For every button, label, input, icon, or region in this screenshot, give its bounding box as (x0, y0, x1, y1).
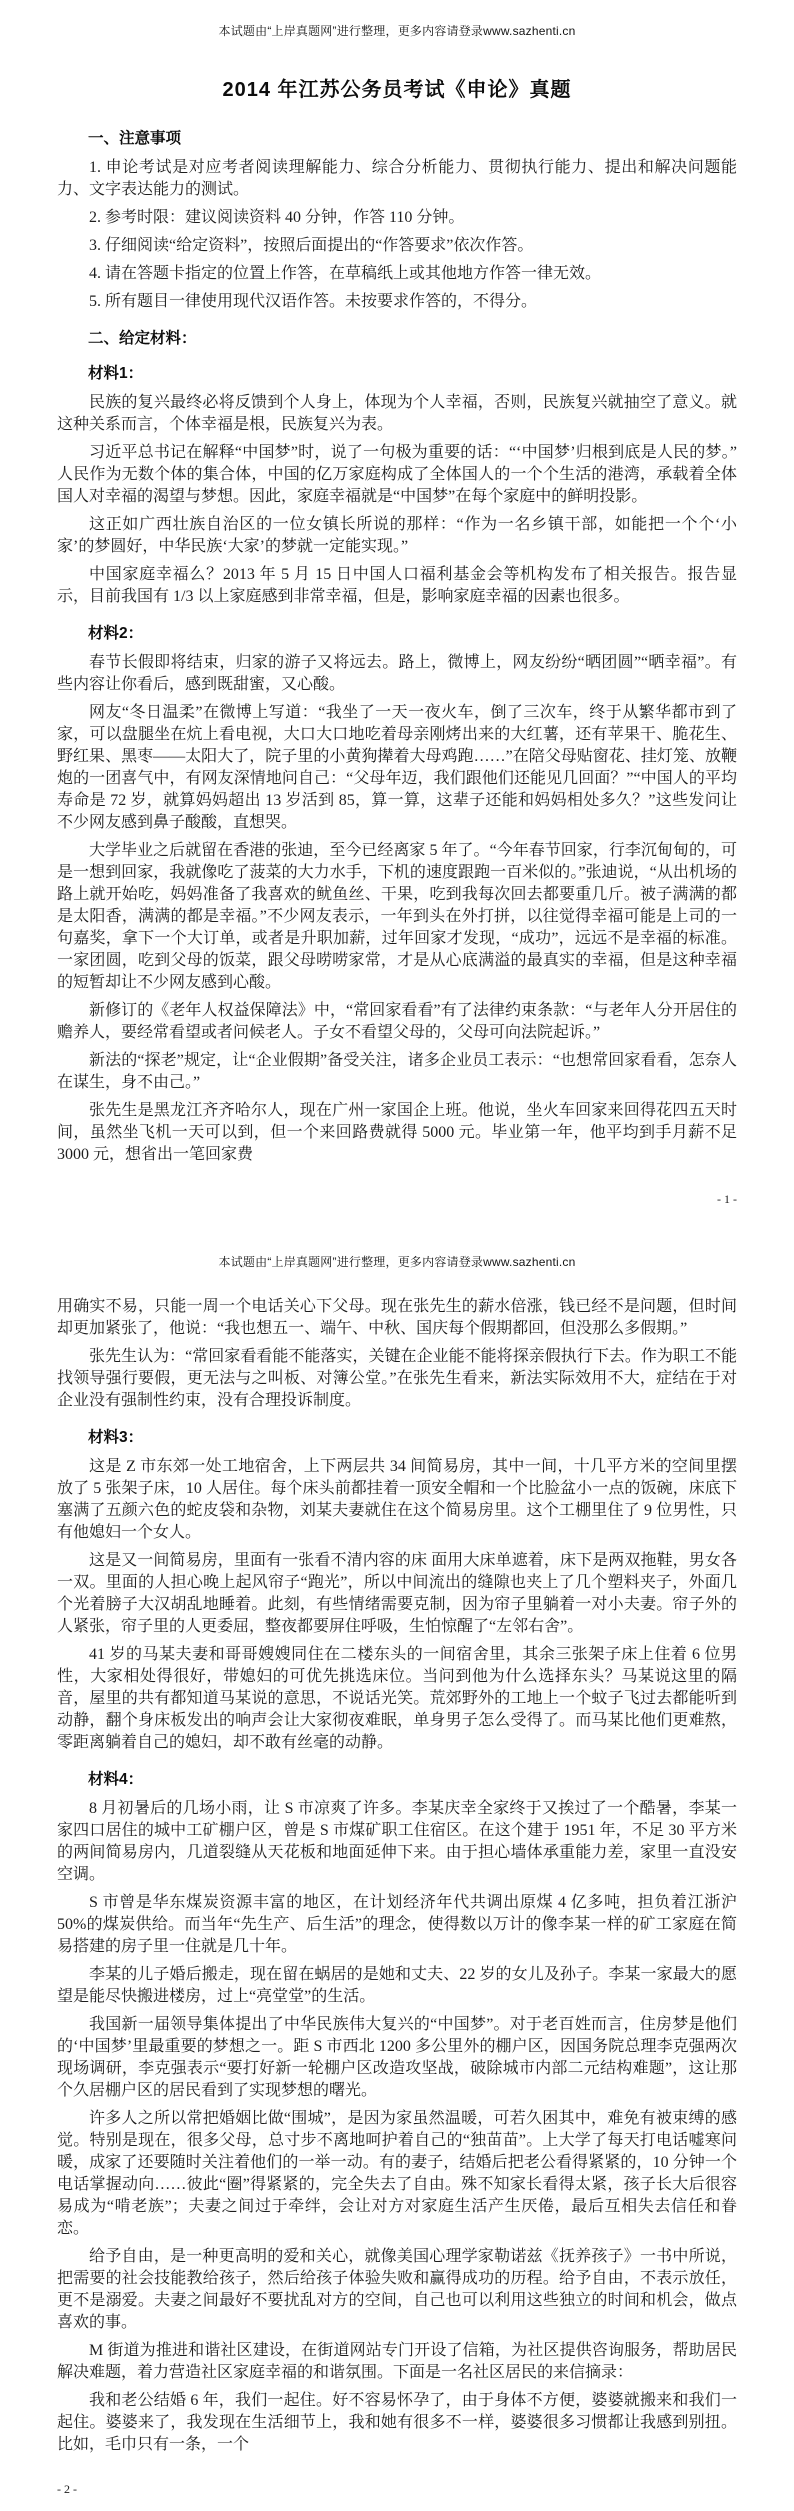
material4-heading: 材料4： (88, 1771, 144, 1788)
notice-item-2: 2. 参考时限：建议阅读资料 40 分钟，作答 110 分钟。 (89, 209, 465, 226)
material4-paragraph-6: 给予自由，是一种更高明的爱和关心，就像美国心理学家勒诺兹《抚养孩子》一书中所说，把需要的社会技能教给孩子，然后给孩子体验失败和赢得成功的历程。给予自由，不表示放任，更不是溺爱。夫妻之间最好不要扰乱对方的空间，自己也可以利用这些独立的时间和机会，做点喜欢的事。 (57, 2248, 737, 2331)
notice-item-5: 5. 所有题目一律使用现代汉语作答。未按要求作答的，不得分。 (89, 293, 538, 310)
material4-paragraph-1: 8 月初暑后的几场小雨，让 S 市凉爽了许多。李某庆幸全家终于又挨过了一个酷暑，李某一家四口居住的城中工矿棚户区，曾是 S 市煤矿职工住宿区。在这个建于 1951 年，不足 30 平方米的两间简易房内，几道裂缝从天花板和地面延伸下来。由于担心墙体承重能力差，家里一直没安空调。 (57, 1800, 737, 1883)
material4-paragraph-7: M 街道为推进和谐社区建设，在街道网站专门开设了信箱，为社区提供咨询服务，帮助居民解决难题，着力营造社区家庭幸福的和谐氛围。下面是一名社区居民的来信摘录： (57, 2342, 737, 2381)
material2-paragraph-6: 张先生是黑龙江齐齐哈尔人，现在广州一家国企上班。他说，坐火车回家来回得花四五天时间，虽然坐飞机一天可以到，但一个来回路费就得 5000 元。毕业第一年，他平均到手月薪不足 3000 元，想省出一笔回家费 (57, 1102, 737, 1163)
material3-paragraph-2: 这是又一间简易房，里面有一张看不清内容的床 面用大床单遮着，床下是两双拖鞋，男女各一双。里面的人担心晚上起风帘子“跑光”，所以中间流出的缝隙也夹上了几个塑料夹子，外面几个光着膀子大汉胡乱地睡着。此刻，有些情绪需要克制，因为帘子里躺着一对小夫妻。帘子外的人紧张，帘子里的人更委屈，整夜都要屏住呼吸，生怕惊醒了“左邻右舍”。 (57, 1552, 737, 1635)
material2-paragraph-8: 张先生认为：“常回家看看能不能落实，关键在企业能不能将探亲假执行下去。作为职工不能找领导强行要假，更无法与之叫板、对簿公堂。”在张先生看来，新法实际效用不大，症结在于对企业没有强制性约束，没有合理投诉制度。 (57, 1348, 737, 1409)
material1-heading: 材料1： (88, 365, 144, 382)
page-title: 2014 年江苏公务员考试《申论》真题 (222, 79, 572, 101)
page-2 (0, 1207, 794, 2497)
notice-item-3: 3. 仔细阅读“给定资料”，按照后面提出的“作答要求”依次作答。 (89, 237, 534, 254)
material2-paragraph-2: 网友“冬日温柔”在微博上写道：“我坐了一天一夜火车，倒了三次车，终于从繁华都市到了家，可以盘腿坐在炕上看电视，大口大口地吃着母亲刚烤出来的大红薯，还有苹果干、脆花生、野红果、黑枣——太阳大了，院子里的小黄狗撵着大母鸡跑……”在陪父母贴窗花、挂灯笼、放鞭炮的一团喜气中，有网友深情地问自己：“父母年迈，我们跟他们还能见几回面？”“中国人的平均寿命是 72 岁，就算妈妈超出 13 岁活到 85，算一算，这辈子还能和妈妈相处多久？”这些发问让不少网友感到鼻子酸酸，直想哭。 (57, 704, 737, 831)
material3-paragraph-3: 41 岁的马某夫妻和哥哥嫂嫂同住在二楼东头的一间宿舍里，其余三张架子床上住着 6 位男性，大家相处得很好，带媳妇的可优先挑选床位。当问到他为什么选择东头？马某说这里的隔音，屋里的共有都知道马某说的意思，不说话光笑。荒郊野外的工地上一个蚊子飞过去都能听到动静，翻个身床板发出的响声会让大家彻夜难眠，单身男子怎么受得了。而马某比他们更难熬，零距离躺着自己的媳妇，却不敢有丝毫的动静。 (57, 1646, 737, 1751)
material1-paragraph-2: 习近平总书记在解释“中国梦”时，说了一句极为重要的话：“‘中国梦’归根到底是人民的梦。”人民作为无数个体的集合体，中国的亿万家庭构成了全体国人的一个个生活的港湾，承载着全体国人对幸福的渴望与梦想。因此，家庭幸福就是“中国梦”在每个家庭中的鲜明投影。 (57, 444, 737, 505)
material1-paragraph-3: 这正如广西壮族自治区的一位女镇长所说的那样：“作为一名乡镇干部，如能把一个个‘小家’的梦圆好，中华民族‘大家’的梦就一定能实现。” (57, 516, 737, 555)
page1-number: - 1 - (717, 1192, 737, 1206)
notice-item-1: 1. 申论考试是对应考者阅读理解能力、综合分析能力、贯彻执行能力、提出和解决问题能力、文字表达能力的测试。 (57, 159, 737, 198)
material4-paragraph-8: 我和老公结婚 6 年，我们一起住。好不容易怀孕了，由于身体不方便，婆婆就搬来和我们一起住。婆婆来了，我发现在生活细节上，我和她有很多不一样，婆婆很多习惯都让我感到别扭。比如，毛巾只有一条，一个 (57, 2392, 737, 2453)
notice-section-heading: 一、注意事项 (88, 130, 182, 147)
material4-paragraph-2: S 市曾是华东煤炭资源丰富的地区，在计划经济年代共调出原煤 4 亿多吨，担负着江浙沪 50%的煤炭供给。而当年“先生产、后生活”的理念，使得数以万计的像李某一样的矿工家庭在简易搭建的房子里一住就是几十年。 (57, 1894, 737, 1955)
material2-continuation-paragraph: 用确实不易，只能一周一个电话关心下父母。现在张先生的薪水倍涨，钱已经不是问题，但时间却更加紧张了，他说：“我也想五一、端午、中秋、国庆每个假期都回，但没那么多假期。” (57, 1298, 737, 1337)
materials-section-heading: 二、给定材料： (88, 330, 197, 347)
material2-paragraph-1: 春节长假即将结束，归家的游子又将远去。路上，微博上，网友纷纷“晒团圆”“晒幸福”。有些内容让你看后，感到既甜蜜，又心酸。 (57, 654, 737, 693)
material2-paragraph-3: 大学毕业之后就留在香港的张迪，至今已经离家 5 年了。“今年春节回家，行李沉甸甸的，可是一想到回家，我就像吃了菠菜的大力水手，下机的速度跟跑一百米似的。”张迪说，“从出机场的路上就开始吃，妈妈准备了我喜欢的鱿鱼丝、干果，吃到我每次回去都要重几斤。被子满满的都是太阳香，满满的都是幸福。”不少网友表示，一年到头在外打拼，以往觉得幸福可能是上司的一句嘉奖，拿下一个大订单，或者是升职加薪，过年回家才发现，“成功”，远远不是幸福的标准。一家团圆，吃到父母的饭菜，跟父母唠唠家常，才是从心底满溢的最真实的幸福，但是这种幸福的短暂却让不少网友感到心酸。 (57, 842, 737, 991)
material2-paragraph-4: 新修订的《老年人权益保障法》中，“常回家看看”有了法律约束条款：“与老年人分开居住的赡养人，要经常看望或者问候老人。子女不看望父母的，父母可向法院起诉。” (57, 1002, 737, 1041)
material1-paragraph-1: 民族的复兴最终必将反馈到个人身上，体现为个人幸福，否则，民族复兴就抽空了意义。就这种关系而言，个体幸福是根，民族复兴为表。 (57, 394, 737, 433)
material3-heading: 材料3： (88, 1429, 144, 1446)
material4-paragraph-5: 许多人之所以常把婚姻比做“围城”，是因为家虽然温暖，可若久困其中，难免有被束缚的感觉。特别是现在，很多父母，总寸步不离地呵护着自己的“独苗苗”。上大学了每天打电话嘘寒问暖，成家了还要随时关注着他们的一举一动。有的妻子，结婚后把老公看得紧紧的，10 分钟一个电话掌握动向……彼此“圈”得紧紧的，完全失去了自由。殊不知家长看得太紧，孩子长大后很容易成为“啃老族”；夫妻之间过于牵绊，会让对方对家庭生活产生厌倦，最后互相失去信任和眷恋。 (57, 2110, 737, 2237)
page2-source-header: 本试题由“上岸真题网”进行整理，更多内容请登录www.sazhenti.cn (218, 1255, 576, 1269)
material4-paragraph-3: 李某的儿子婚后搬走，现在留在蜗居的是她和丈夫、22 岁的女儿及孙子。李某一家最大的愿望是能尽快搬进楼房，过上“亮堂堂”的生活。 (57, 1966, 737, 2005)
material1-paragraph-4: 中国家庭幸福么？2013 年 5 月 15 日中国人口福利基金会等机构发布了相关报告。报告显示，目前我国有 1/3 以上家庭感到非常幸福，但是，影响家庭幸福的因素也很多。 (57, 566, 737, 605)
material2-paragraph-5: 新法的“探老”规定，让“企业假期”备受关注，诸多企业员工表示：“也想常回家看看，怎奈人在谋生，身不由己。” (57, 1052, 737, 1091)
notice-item-4: 4. 请在答题卡指定的位置上作答，在草稿纸上或其他地方作答一律无效。 (89, 265, 602, 282)
page-1 (0, 0, 794, 1207)
page1-source-header: 本试题由“上岸真题网”进行整理，更多内容请登录www.sazhenti.cn (218, 24, 576, 38)
material4-paragraph-4: 我国新一届领导集体提出了中华民族伟大复兴的“中国梦”。对于老百姓而言，住房梦是他们的‘中国梦’里最重要的梦想之一。距 S 市西北 1200 多公里外的棚户区，因国务院总理李克强两次现场调研，李克强表示“要打好新一轮棚户区改造攻坚战，破除城市内部二元结构难题”，这让那个久居棚户区的居民看到了实现梦想的曙光。 (57, 2016, 737, 2099)
page2-number: - 2 - (57, 2482, 77, 2496)
material2-heading: 材料2： (88, 625, 144, 642)
material3-paragraph-1: 这是 Z 市东郊一处工地宿舍，上下两层共 34 间简易房，其中一间，十几平方米的空间里摆放了 5 张架子床，10 人居住。每个床头前都挂着一顶安全帽和一个比脸盆小一点的饭碗，床底下塞满了五颜六色的蛇皮袋和杂物，刘某夫妻就住在这个简易房里。这个工棚里住了 9 位男性，只有他媳妇一个女人。 (57, 1458, 737, 1541)
